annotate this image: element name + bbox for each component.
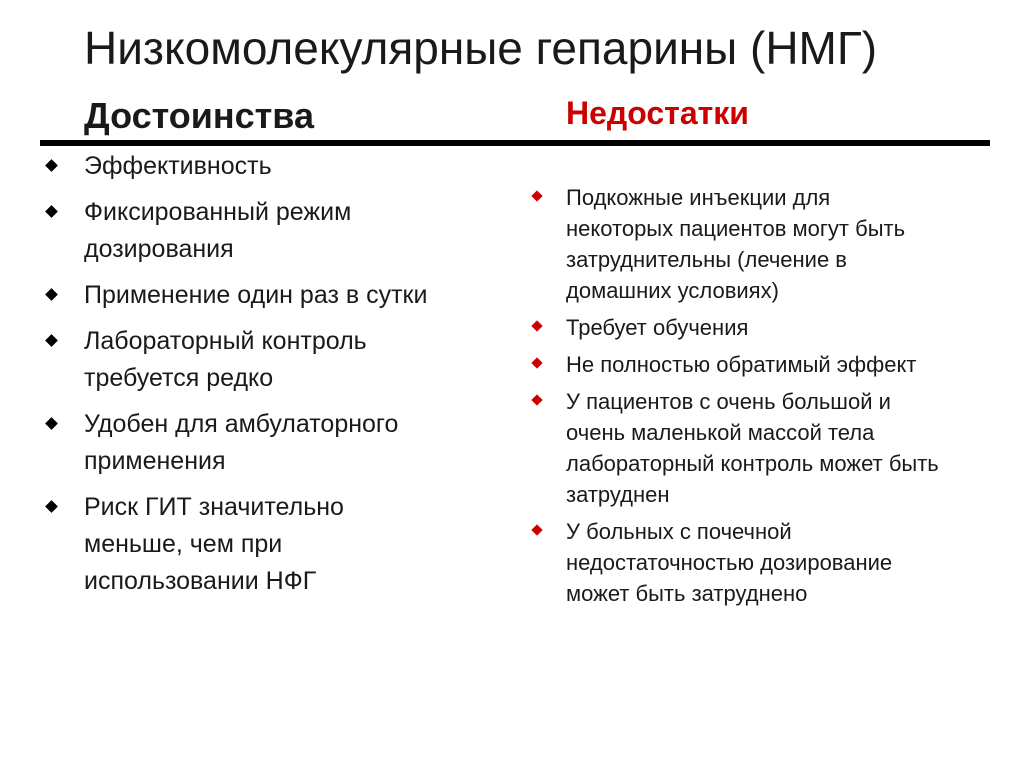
diamond-bullet-icon (45, 334, 58, 347)
diamond-bullet-icon (45, 500, 58, 513)
pros-item-line: применения (84, 447, 226, 475)
diamond-bullet-icon (45, 288, 58, 301)
pros-item (40, 323, 510, 397)
diamond-bullet-icon (531, 190, 542, 201)
pros-item-line: Удобен для амбулаторного (84, 410, 399, 438)
pros-item-line: Риск ГИТ значительно (84, 493, 344, 521)
cons-item-line: затруднительны (лечение в (566, 247, 847, 272)
pros-item-line: Лабораторный контроль (84, 327, 367, 355)
cons-item-line: Подкожные инъекции для (566, 185, 831, 210)
pros-list (40, 148, 510, 609)
pros-item-line: требуется редко (84, 364, 274, 392)
cons-item-line: некоторых пациентов могут быть (566, 216, 906, 241)
pros-item-line: Применение один раз в сутки (84, 281, 428, 309)
cons-item-line: Требует обучения (566, 315, 749, 340)
pros-item (40, 194, 510, 268)
cons-item-line: затруднен (566, 482, 670, 507)
pros-item (40, 406, 510, 480)
cons-item (526, 349, 996, 380)
diamond-bullet-icon (531, 357, 542, 368)
cons-item (526, 182, 996, 306)
pros-item-line: Фиксированный режим (84, 198, 352, 226)
cons-item (526, 312, 996, 343)
cons-list (526, 182, 996, 615)
pros-item (40, 489, 510, 600)
diamond-bullet-icon (45, 417, 58, 430)
diamond-bullet-icon (45, 205, 58, 218)
cons-item-line: Не полностью обратимый эффект (566, 352, 917, 377)
cons-item-line: недостаточностью дозирование (566, 550, 893, 575)
cons-item (526, 516, 996, 609)
pros-item (40, 277, 510, 314)
heading-divider (40, 140, 990, 146)
pros-heading: Достоинства (84, 95, 314, 136)
cons-item-line: лабораторный контроль может быть (566, 451, 939, 476)
diamond-bullet-icon (531, 394, 542, 405)
pros-item-line: дозирования (84, 235, 234, 263)
cons-item-line: может быть затруднено (566, 581, 808, 606)
diamond-bullet-icon (531, 524, 542, 535)
pros-item-line: Эффективность (84, 152, 272, 180)
slide-title: Низкомолекулярные гепарины (НМГ) (84, 22, 878, 74)
cons-item-line: У пациентов с очень большой и (566, 389, 891, 414)
pros-item-line: меньше, чем при (84, 530, 283, 558)
cons-item-line: очень маленькой массой тела (566, 420, 875, 445)
pros-item (40, 148, 510, 185)
cons-heading: Недостатки (566, 95, 749, 131)
cons-item-line: домашних условиях) (566, 278, 779, 303)
diamond-bullet-icon (45, 159, 58, 172)
pros-item-line: использовании НФГ (84, 567, 317, 595)
cons-item-line: У больных с почечной (566, 519, 792, 544)
cons-item (526, 386, 996, 510)
diamond-bullet-icon (531, 320, 542, 331)
